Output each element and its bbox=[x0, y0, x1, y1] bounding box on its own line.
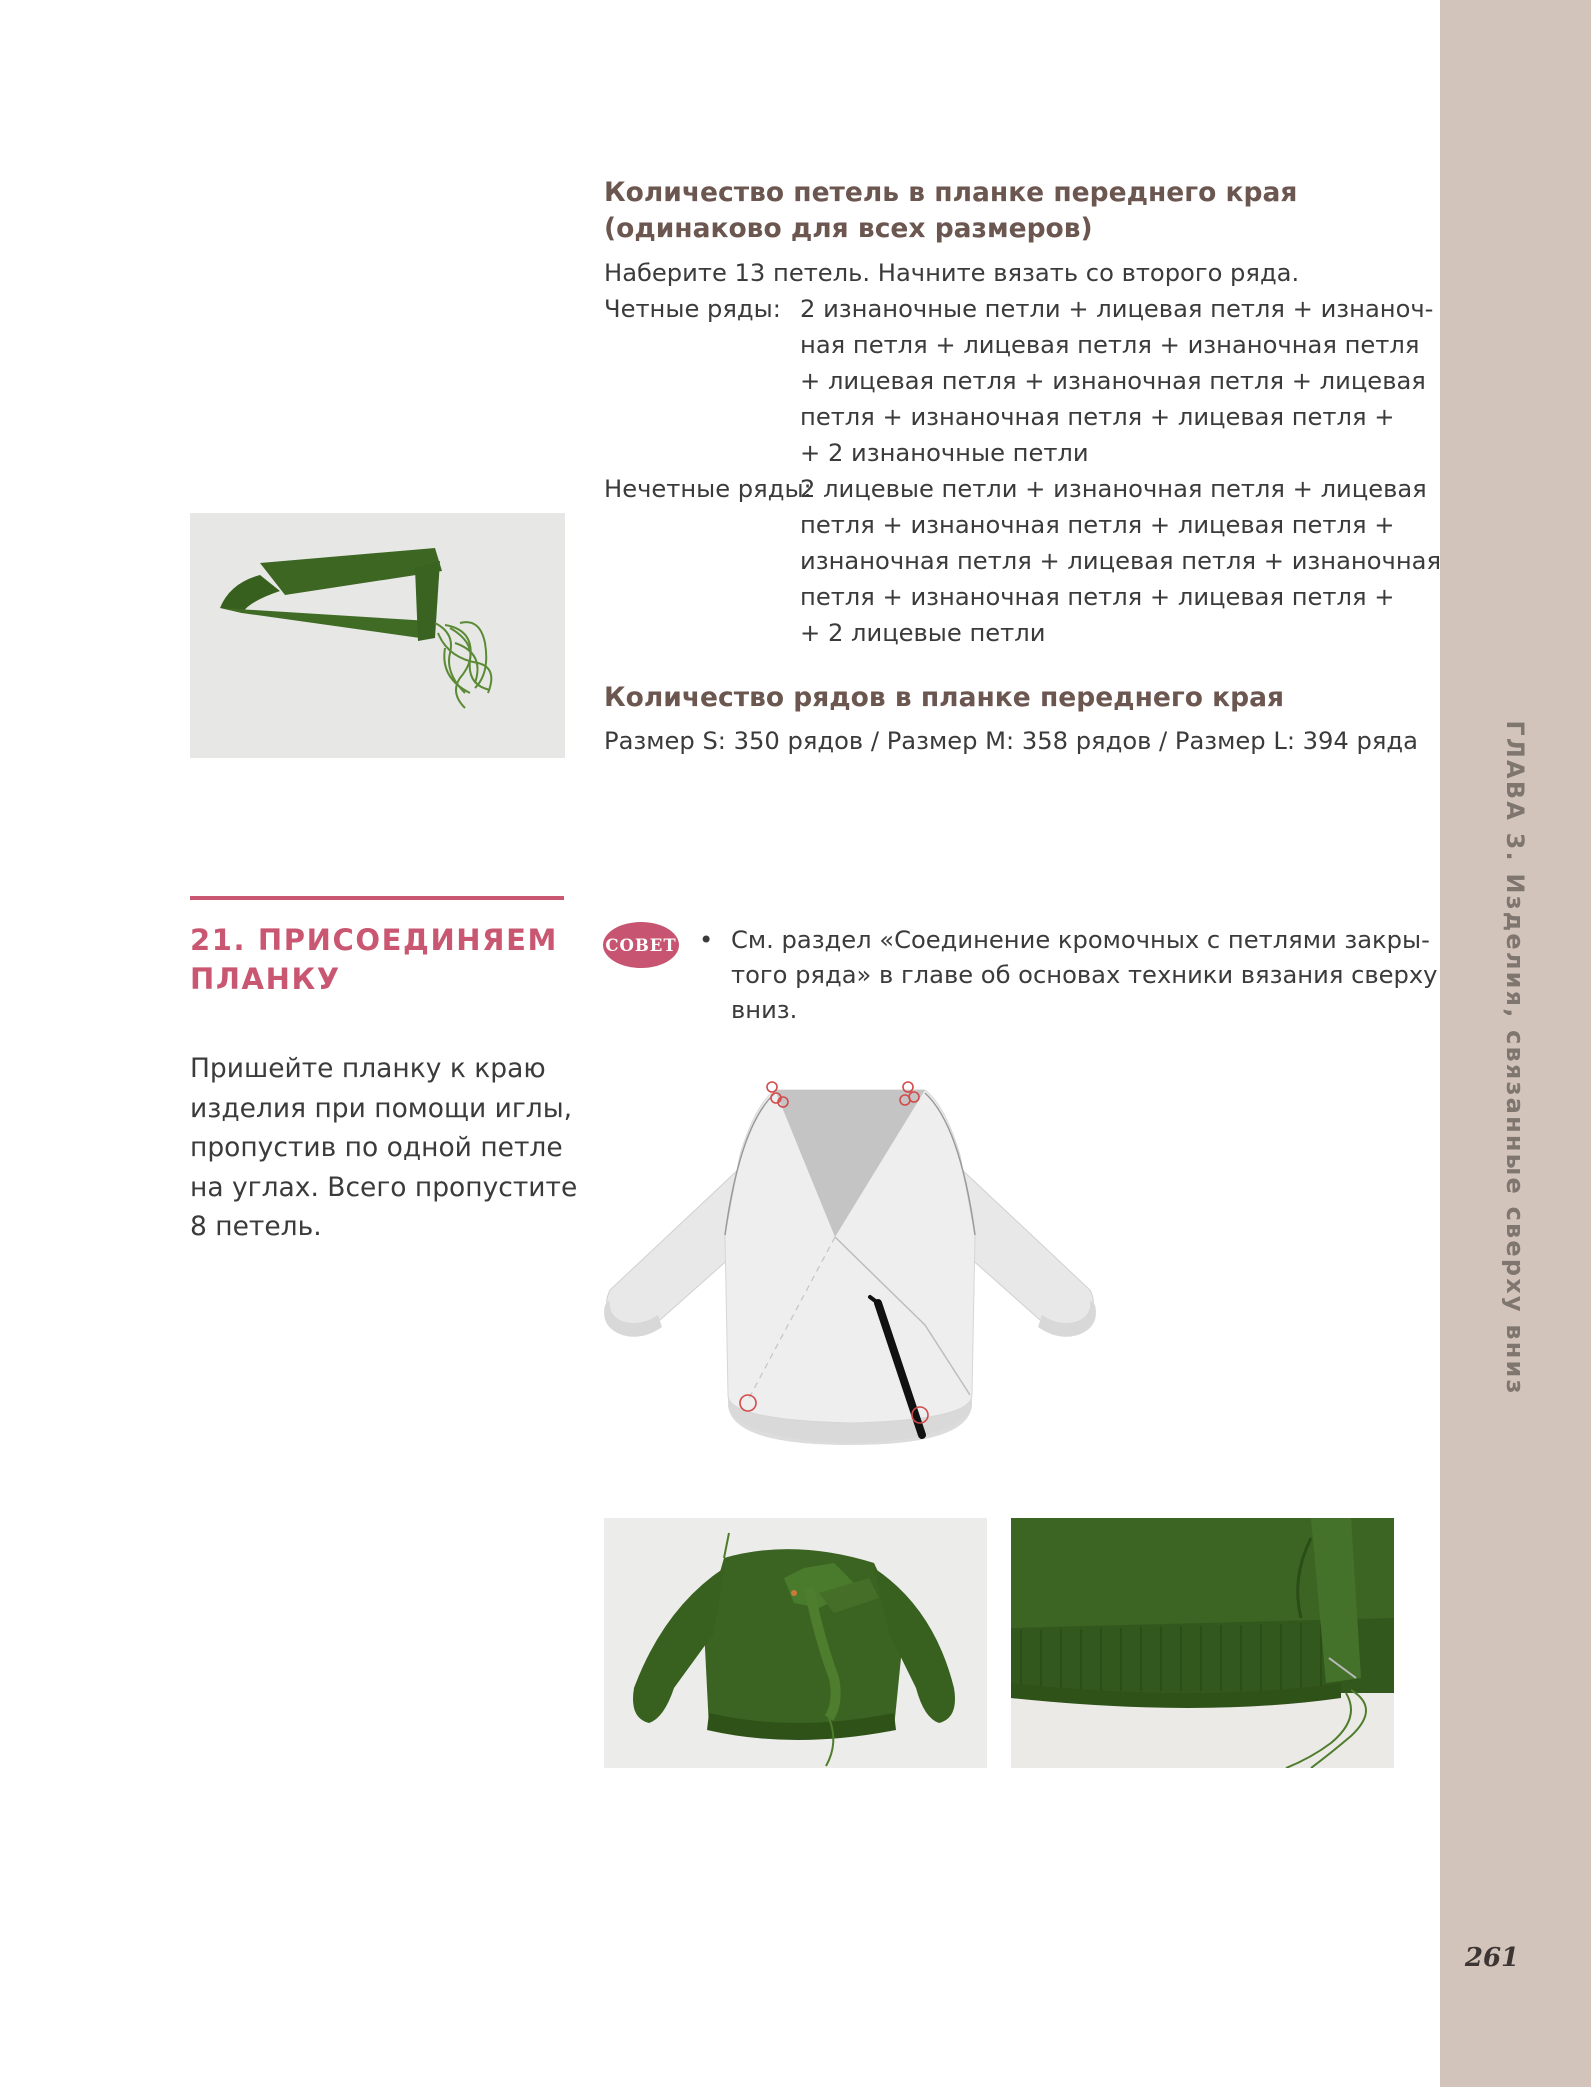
even-row-line: + лицевая петля + изнаночная петля + лицевая bbox=[800, 367, 1426, 395]
band-stitches-heading-line1: Количество петель в планке переднего края bbox=[604, 177, 1298, 208]
even-rows-pattern bbox=[800, 291, 1433, 471]
even-row-line: + 2 изнаночные петли bbox=[800, 439, 1089, 467]
even-row-line: ная петля + лицевая петля + изнаночная петля bbox=[800, 331, 1420, 359]
odd-rows-pattern bbox=[800, 471, 1441, 651]
cardigan-photo bbox=[604, 1518, 987, 1768]
band-rows-sizes: Размер S: 350 рядов / Размер M: 358 рядов / Размер L: 394 ряда bbox=[604, 727, 1418, 755]
page-number: 261 bbox=[1464, 1943, 1520, 1973]
hem-closeup-photo bbox=[1011, 1518, 1394, 1768]
step-title bbox=[190, 921, 558, 999]
cardigan-diagram bbox=[600, 1065, 1100, 1465]
odd-row-line: петля + изнаночная петля + лицевая петля + bbox=[800, 511, 1395, 539]
odd-rows-label: Нечетные ряды: bbox=[604, 475, 812, 503]
tip-badge: СОВЕТ bbox=[603, 922, 679, 968]
tip-text bbox=[731, 923, 1437, 1028]
step-instructions bbox=[190, 1049, 577, 1247]
even-row-line: 2 изнаночные петли + лицевая петля + изнаноч- bbox=[800, 295, 1434, 323]
chapter-title: ГЛАВА 3. Изделия, связанные сверху вниз bbox=[1501, 720, 1529, 1396]
step-title-line1: 21. ПРИСОЕДИНЯЕМ bbox=[190, 923, 558, 957]
odd-row-line: 2 лицевые петли + изнаночная петля + лицевая bbox=[800, 475, 1427, 503]
cast-on-instruction: Наберите 13 петель. Начните вязать со второго ряда. bbox=[604, 259, 1300, 287]
step-instruction-line: пропустив по одной петле bbox=[190, 1132, 563, 1163]
step-instruction-line: Пришейте планку к краю bbox=[190, 1053, 546, 1084]
step-title-line2: ПЛАНКУ bbox=[190, 962, 341, 996]
step-instruction-line: изделия при помощи иглы, bbox=[190, 1092, 573, 1124]
odd-row-line: изнаночная петля + лицевая петля + изнаночная bbox=[800, 547, 1442, 575]
even-row-line: петля + изнаночная петля + лицевая петля + bbox=[800, 403, 1395, 431]
odd-row-line: + 2 лицевые петли bbox=[800, 619, 1046, 647]
even-rows-label: Четные ряды: bbox=[604, 295, 781, 323]
tip-line: того ряда» в главе об основах техники вязания сверху bbox=[731, 961, 1438, 989]
tip-bullet: • bbox=[699, 926, 714, 954]
section-rule bbox=[190, 896, 564, 900]
tip-line: См. раздел «Соединение кромочных с петлями закры- bbox=[731, 926, 1430, 954]
step-instruction-line: 8 петель. bbox=[190, 1211, 322, 1242]
tip-line: вниз. bbox=[731, 996, 798, 1024]
band-rows-heading: Количество рядов в планке переднего края bbox=[604, 682, 1284, 713]
band-stitches-heading-line2: (одинаково для всех размеров) bbox=[604, 213, 1093, 244]
band-strip-photo bbox=[190, 513, 565, 758]
odd-row-line: петля + изнаночная петля + лицевая петля + bbox=[800, 583, 1395, 611]
step-instruction-line: на углах. Всего пропустите bbox=[190, 1171, 578, 1203]
